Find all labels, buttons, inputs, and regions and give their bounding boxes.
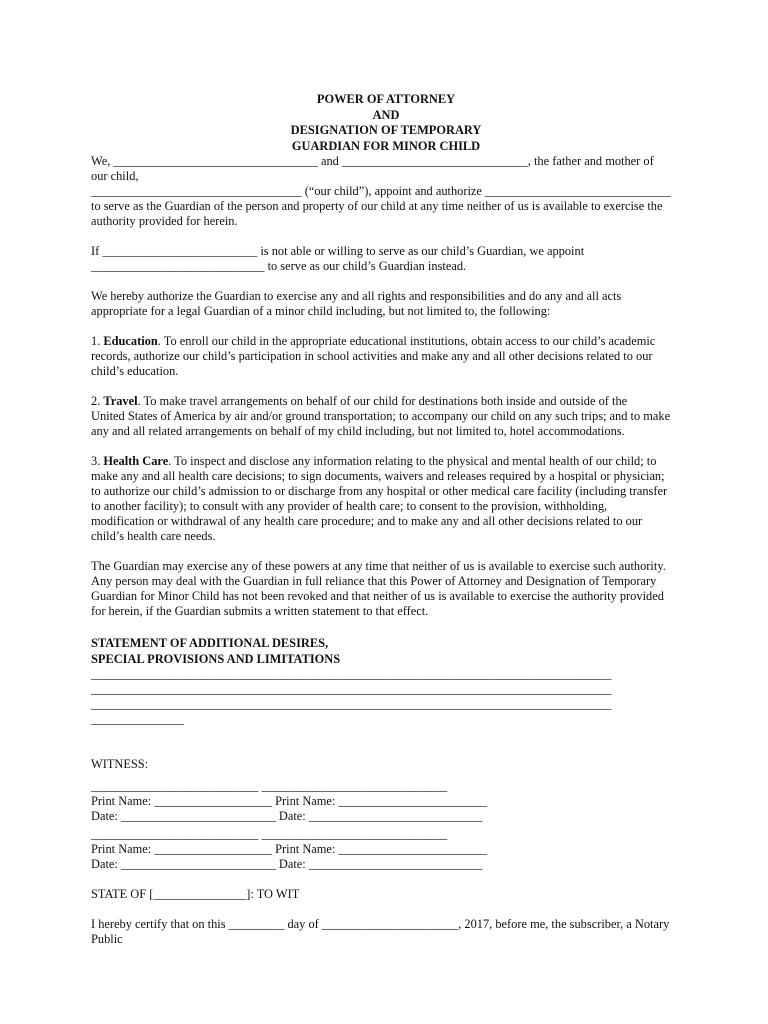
reliance-line-1: The Guardian may exercise any of these powers at any time that neither of us is available to exercise such authority. bbox=[91, 559, 666, 573]
witness-label: WITNESS: bbox=[91, 757, 149, 771]
health-text-1: . To inspect and disclose any information relating to the physical and mental health of our child; to bbox=[168, 454, 657, 468]
education-text-1: . To enroll our child in the appropriate educational institutions, obtain access to our child’s academic bbox=[157, 334, 656, 348]
education-line-3: child’s education. bbox=[91, 364, 179, 378]
reliance-line-2: Any person may deal with the Guardian in full reliance that this Power of Attorney and Designation of Temporary bbox=[91, 574, 657, 588]
travel-number: 2. bbox=[91, 394, 104, 408]
education-line-1 bbox=[91, 334, 681, 349]
travel-line-1 bbox=[91, 394, 681, 409]
document-body bbox=[91, 92, 681, 947]
health-label: Health Care bbox=[103, 454, 169, 468]
alternate-guardian-paragraph bbox=[91, 244, 681, 274]
additional-desires-section bbox=[91, 635, 681, 727]
notary-paragraph bbox=[91, 917, 681, 947]
notary-line-2: Public bbox=[91, 932, 123, 946]
intro-line-5: authority provided for herein. bbox=[91, 214, 238, 228]
notary-line-1[interactable]: I hereby certify that on this _________ day of ______________________, 2017, before me, the subscriber, a Notary bbox=[91, 917, 670, 931]
travel-text-1: . To make travel arrangements on behalf of our child for destinations both inside and outside of the bbox=[137, 394, 628, 408]
title-line-1: POWER OF ATTORNEY bbox=[316, 92, 456, 106]
statement-blank-line-3[interactable]: ____________________________________________________________________________________ bbox=[91, 697, 612, 711]
intro-line-1: We, _________________________________ and ______________________________, the father and mother of bbox=[91, 154, 654, 168]
education-number: 1. bbox=[91, 334, 104, 348]
education-paragraph bbox=[91, 334, 681, 379]
intro-line-4: to serve as the Guardian of the person and property of our child at any time neither of us is available to exercise the bbox=[91, 199, 663, 213]
state-of-line[interactable]: STATE OF [_______________]: TO WIT bbox=[91, 887, 300, 901]
alternate-line-1: If _________________________ is not able or willing to serve as our child’s Guardian, we appoint bbox=[91, 244, 585, 258]
witness-signature-line-1[interactable]: ___________________________ ______________________________ bbox=[91, 779, 448, 793]
travel-paragraph bbox=[91, 394, 681, 439]
travel-line-3: any and all related arrangements on behalf of my child including, but not limited to, hotel accommodations. bbox=[91, 424, 625, 438]
health-number: 3. bbox=[91, 454, 104, 468]
health-line-2: make any and all health care decisions; to sign documents, waivers and releases required by a hospital or physician; bbox=[91, 469, 665, 483]
health-care-paragraph bbox=[91, 454, 681, 544]
health-line-6: child’s health care needs. bbox=[91, 529, 216, 543]
statement-blank-line-2[interactable]: ____________________________________________________________________________________ bbox=[91, 682, 612, 696]
alternate-line-2: ____________________________ to serve as our child’s Guardian instead. bbox=[91, 259, 467, 273]
witness-print-names-2[interactable]: Print Name: ___________________ Print Name: ________________________ bbox=[91, 842, 488, 856]
authority-line-1: We hereby authorize the Guardian to exercise any and all rights and responsibilities and do any and all acts bbox=[91, 289, 622, 303]
intro-paragraph bbox=[91, 154, 681, 229]
travel-line-2: United States of America by air and/or ground transportation; to accompany our child on any such trips; and to make bbox=[91, 409, 671, 423]
title-line-2: AND bbox=[372, 107, 400, 122]
authority-line-2: appropriate for a legal Guardian of a minor child including, but not limited to, the following: bbox=[91, 304, 551, 318]
witness-signature-line-2[interactable]: ___________________________ ______________________________ bbox=[91, 827, 448, 841]
document-title bbox=[91, 92, 681, 154]
statement-heading-1: STATEMENT OF ADDITIONAL DESIRES, bbox=[91, 636, 329, 650]
title-line-4: GUARDIAN FOR MINOR CHILD bbox=[291, 138, 481, 153]
education-label: Education bbox=[103, 334, 158, 348]
health-line-5: modification or withdrawal of any health care procedure; and to make any and all other decisions related to our bbox=[91, 514, 643, 528]
witness-print-names-1[interactable]: Print Name: ___________________ Print Name: ________________________ bbox=[91, 794, 488, 808]
health-line-1 bbox=[91, 454, 681, 469]
education-line-2: records, authorize our child’s participation in school activities and make any and all other decisions related to our bbox=[91, 349, 653, 363]
reliance-line-3: Guardian for Minor Child has not been revoked and that neither of us is available to exercise the authority provided bbox=[91, 589, 664, 603]
title-line-3: DESIGNATION OF TEMPORARY bbox=[290, 123, 482, 137]
statement-blank-line-4[interactable]: _______________ bbox=[91, 712, 184, 726]
witness-section bbox=[91, 757, 681, 872]
statement-blank-line-1[interactable]: ____________________________________________________________________________________ bbox=[91, 667, 612, 681]
statement-heading-2: SPECIAL PROVISIONS AND LIMITATIONS bbox=[91, 652, 341, 666]
health-line-4: to another facility); to consult with any provider of health care; to consent to the provision, withholding, bbox=[91, 499, 608, 513]
intro-line-3: __________________________________ (“our child”), appoint and authorize ______________________________ bbox=[91, 184, 671, 198]
witness-dates-2[interactable]: Date: _________________________ Date: ____________________________ bbox=[91, 857, 483, 871]
reliance-paragraph bbox=[91, 559, 681, 619]
authority-paragraph bbox=[91, 289, 681, 319]
witness-dates-1[interactable]: Date: _________________________ Date: ____________________________ bbox=[91, 809, 483, 823]
travel-label: Travel bbox=[103, 394, 138, 408]
health-line-3: to authorize our child’s admission to or discharge from any hospital or other medical care facility (including transfer bbox=[91, 484, 668, 498]
intro-line-2: our child, bbox=[91, 169, 139, 183]
reliance-line-4: for herein, if the Guardian submits a written statement to that effect. bbox=[91, 604, 429, 618]
